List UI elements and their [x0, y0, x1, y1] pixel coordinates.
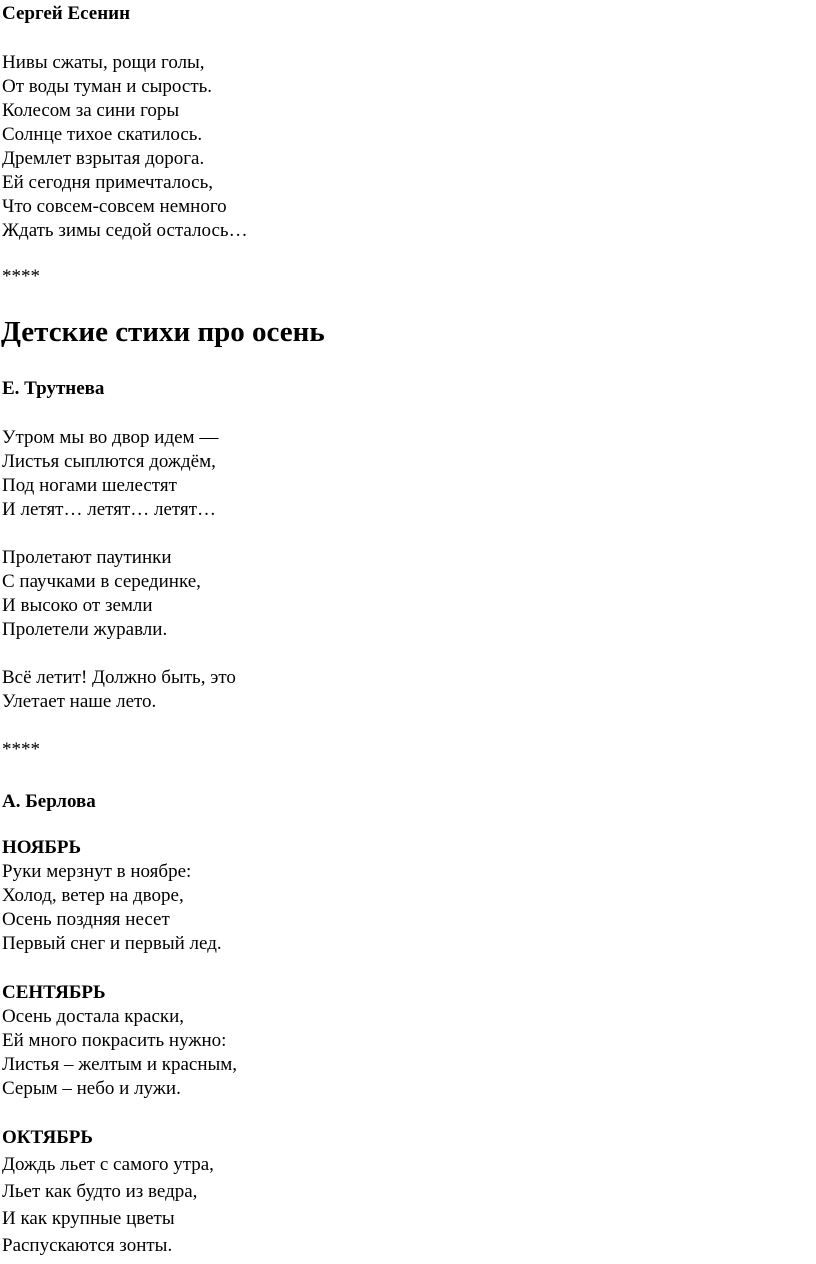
poem-line: Дремлет взрытая дорога.: [2, 148, 205, 169]
poem-line: Утром мы во двор идем —: [2, 427, 219, 448]
poem-title-september: СЕНТЯБРЬ: [2, 982, 106, 1003]
poem-line: И летят… летят… летят…: [2, 499, 217, 520]
poem-line: От воды туман и сырость.: [2, 76, 213, 97]
poem-line: Пролетают паутинки: [2, 547, 172, 568]
poem-line: И как крупные цветы: [2, 1208, 175, 1229]
poem-line: Дождь льет с самого утра,: [2, 1154, 214, 1175]
poem-line: Пролетели журавли.: [2, 619, 168, 640]
poem-line: Холод, ветер на дворе,: [2, 885, 184, 906]
author-trutneva: Е. Трутнева: [2, 378, 105, 399]
poem-title-november: НОЯБРЬ: [2, 837, 82, 858]
poem-line: Распускаются зонты.: [2, 1235, 173, 1256]
poem-line: Улетает наше лето.: [2, 691, 157, 712]
poem-line: Осень достала краски,: [2, 1006, 185, 1027]
poem-line: Листья сыплются дождём,: [2, 451, 216, 472]
poem-line: Осень поздняя несет: [2, 909, 170, 930]
poem-line: Руки мерзнут в ноябре:: [2, 861, 192, 882]
poem-line: Льет как будто из ведра,: [2, 1181, 198, 1202]
poem-line: Ждать зимы седой осталось…: [2, 220, 248, 241]
poem-line: Первый снег и первый лед.: [2, 933, 222, 954]
section-heading: Детские стихи про осень: [1, 316, 325, 348]
poem-line: Что совсем-совсем немного: [2, 196, 227, 217]
poem-line: Ей сегодня примечталось,: [2, 172, 214, 193]
poem-line: С паучками в серединке,: [2, 571, 201, 592]
poem-line: Ей много покрасить нужно:: [2, 1030, 227, 1051]
poem-line: Всё летит! Должно быть, это: [2, 667, 236, 688]
poem-line: Колесом за сини горы: [2, 100, 180, 121]
author-berlova: А. Берлова: [2, 791, 96, 812]
poem-line: Нивы сжаты, рощи голы,: [2, 52, 205, 73]
poem-line: И высоко от земли: [2, 595, 153, 616]
poem-line: Солнце тихое скатилось.: [2, 124, 203, 145]
poem-title-october: ОКТЯБРЬ: [2, 1127, 93, 1148]
separator: ****: [2, 266, 40, 287]
poem-line: Листья – желтым и красным,: [2, 1054, 238, 1075]
author-esenin: Сергей Есенин: [2, 3, 131, 24]
separator: ****: [2, 739, 40, 760]
poem-line: Серым – небо и лужи.: [2, 1078, 181, 1099]
poem-line: Под ногами шелестят: [2, 475, 177, 496]
